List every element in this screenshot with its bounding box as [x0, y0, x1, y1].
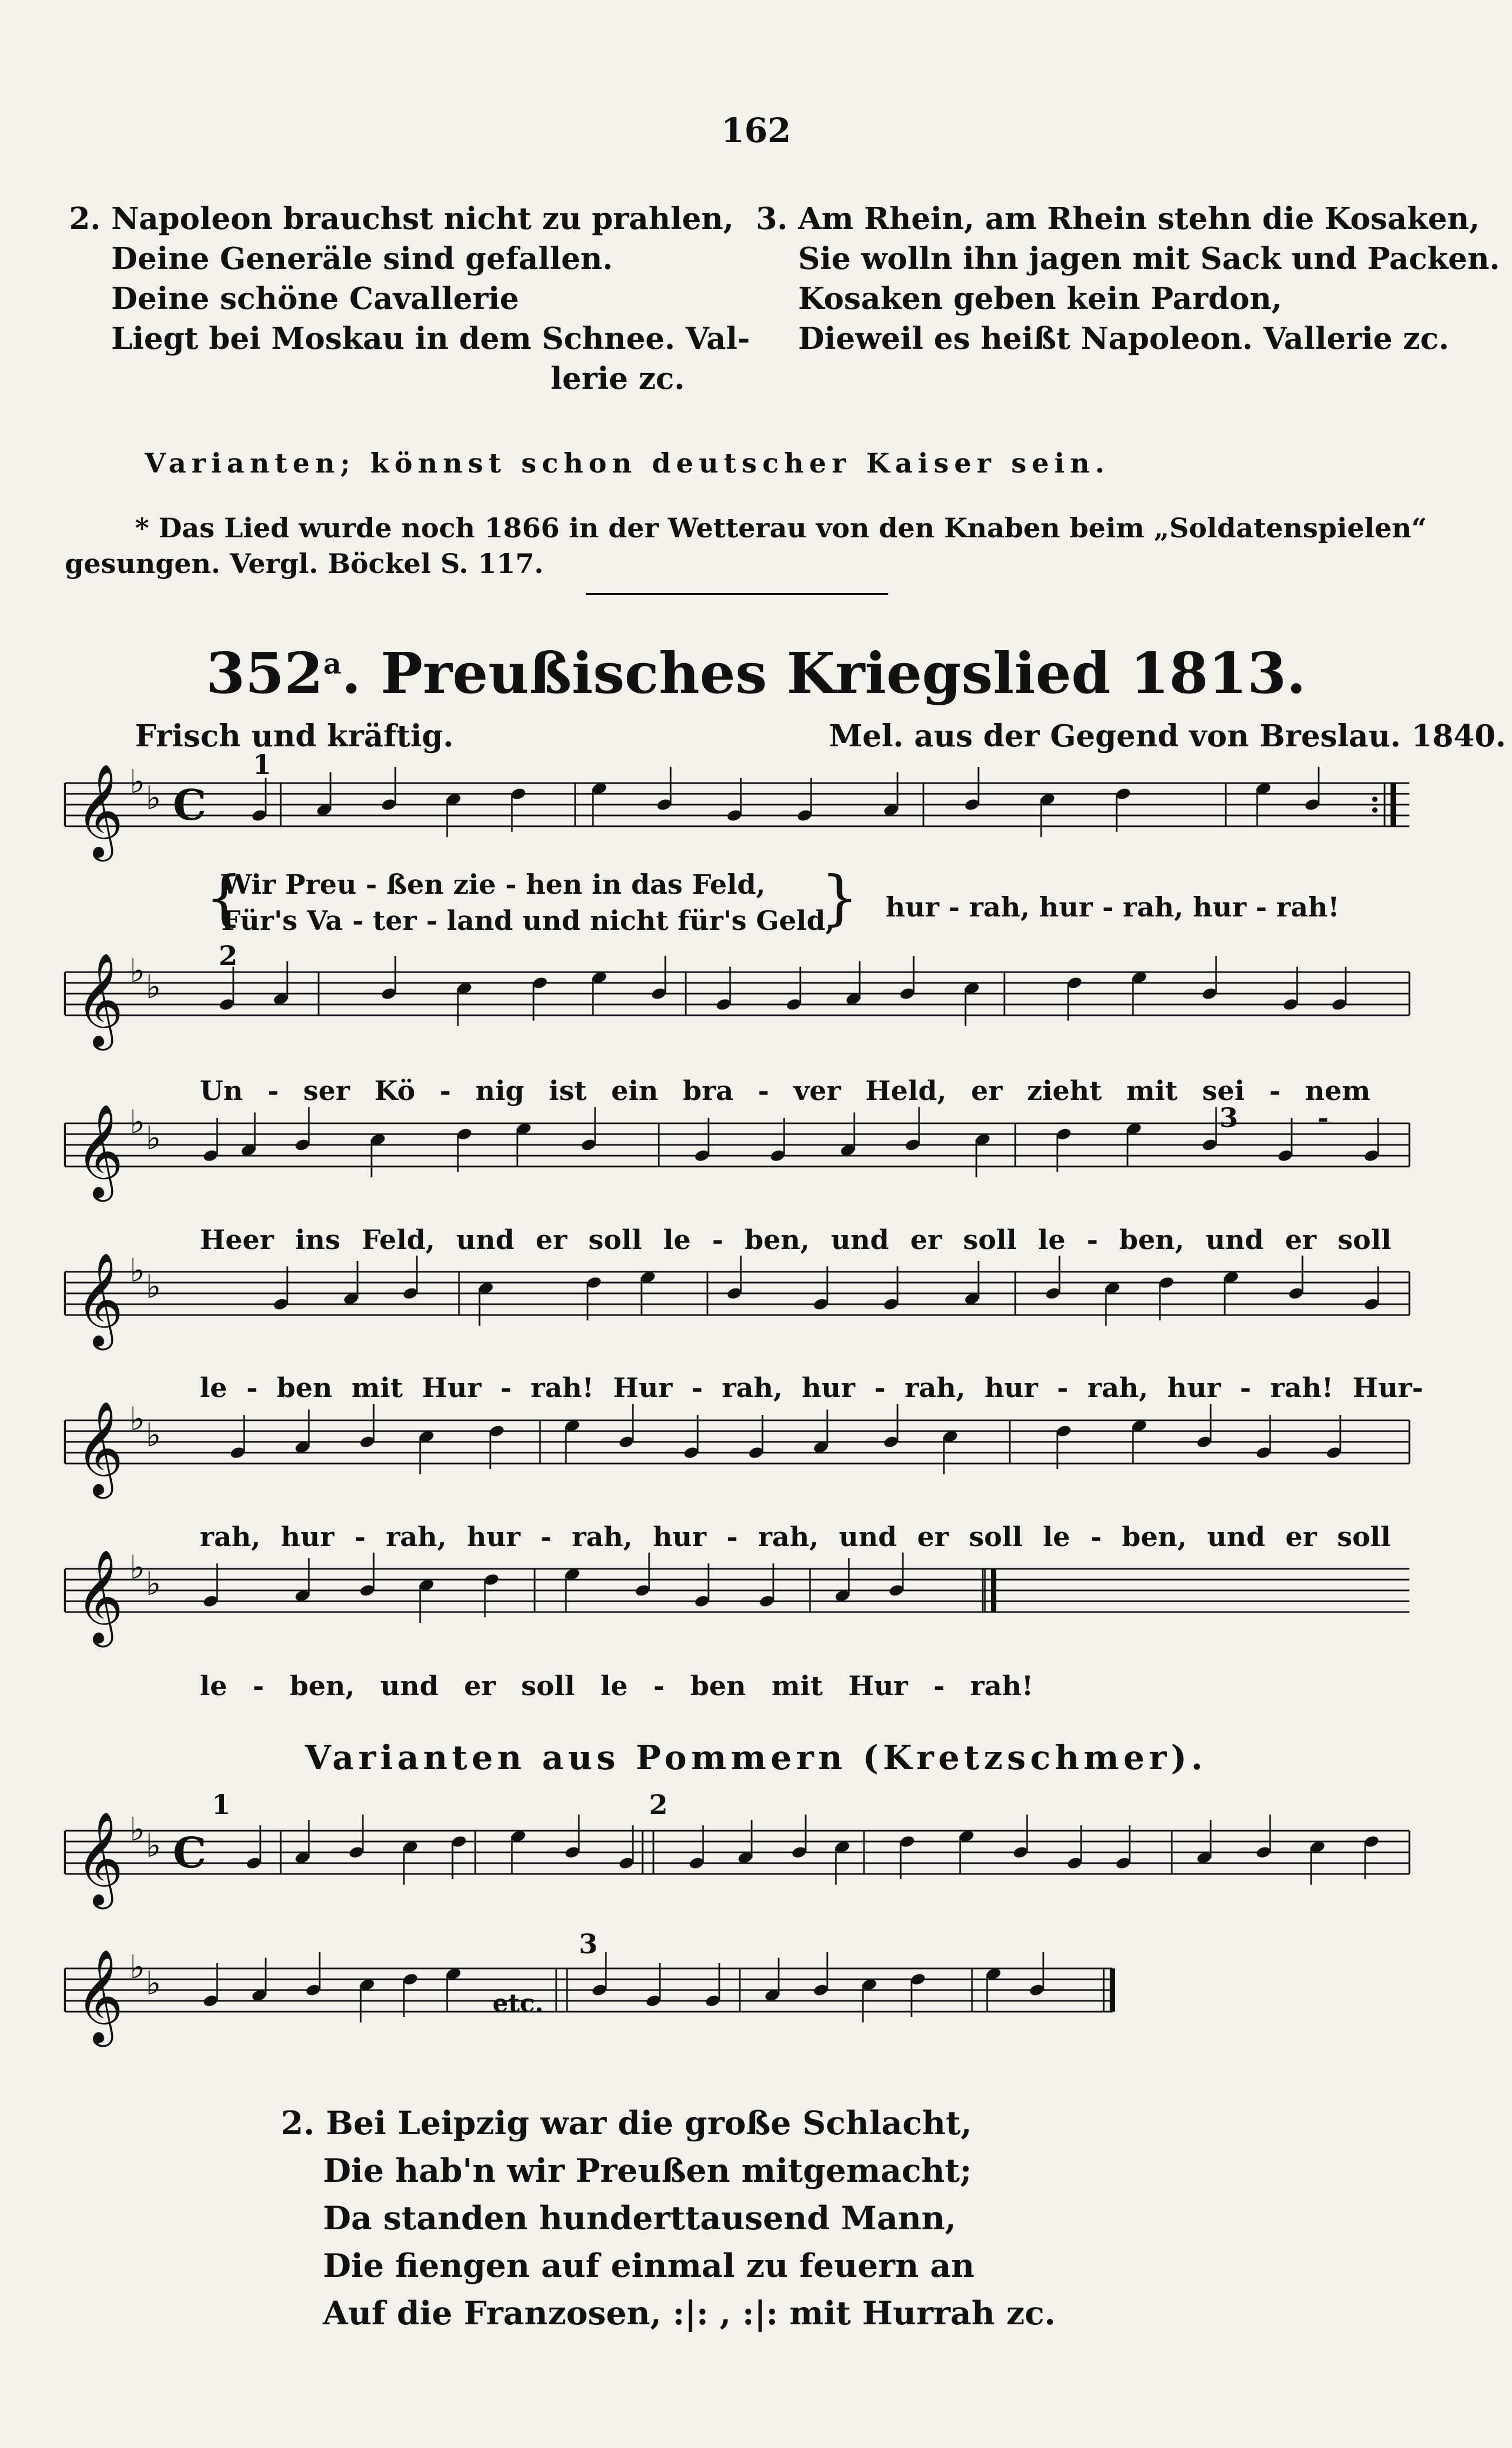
flat-icon: ♭ [146, 1827, 161, 1865]
lyric-line-3: Heer ins Feld, und er soll le - ben, und er soll le - ben, und er soll [200, 1224, 1392, 1256]
staff-2 [65, 952, 1409, 1051]
flat-icon: ♭ [130, 1948, 145, 1986]
repeat-dot [1372, 797, 1378, 802]
lyric-line-1c: hur - rah, hur - rah, hur - rah! [886, 891, 1340, 923]
verse-line: Sie wolln ihn jagen mit Sack und Packen. [798, 241, 1500, 277]
verse-number: 2. [69, 201, 101, 237]
variant-note: Varianten; könnst schon deutscher Kaiser sein. [145, 447, 1110, 479]
flat-icon: ♭ [146, 779, 161, 817]
lyric-line-1a: Wir Preu - ßen zie - hen in das Feld, [221, 868, 766, 900]
staff-7 [65, 1811, 1409, 1910]
flat-icon: ♭ [146, 1965, 161, 2002]
measure-number: 3 [579, 1928, 598, 1960]
stanza-line: Die hab'n wir Preußen mitgemacht; [323, 2152, 972, 2190]
treble-clef-icon: 𝄞 [76, 1401, 124, 1495]
footnote-line: * Das Lied wurde noch 1866 in der Wetterau von den Knaben beim „Soldatenspielen“ [135, 512, 1427, 544]
stanza-2 [281, 2100, 1056, 2337]
lyric-line-4: le - ben mit Hur - rah! Hur - rah, hur - rah, hur - rah, hur - rah! Hur- [200, 1372, 1423, 1404]
stanza-line: Die fiengen auf einmal zu feuern an [323, 2247, 975, 2285]
treble-clef-icon: 𝄞 [76, 1252, 124, 1346]
flat-icon: ♭ [146, 1268, 161, 1306]
stanza-line: Da standen hunderttausend Mann, [323, 2200, 956, 2237]
verse-line: Deine Generäle sind gefallen. [111, 241, 613, 277]
treble-clef-icon: 𝄞 [76, 1549, 124, 1643]
song-number: 352 [206, 640, 323, 706]
melody-source: Mel. aus der Gegend von Breslau. 1840. [829, 718, 1507, 754]
stanza-line: Bei Leipzig war die große Schlacht, [326, 2105, 972, 2142]
flat-icon: ♭ [130, 1549, 145, 1587]
measure-number: 2 [649, 1789, 668, 1820]
flat-icon: ♭ [130, 1811, 145, 1849]
flat-icon: ♭ [146, 1565, 161, 1603]
verse-line: Dieweil es heißt Napoleon. Vallerie zc. [798, 321, 1449, 356]
stanza-number: 2. [281, 2105, 315, 2142]
common-time-icon: C [173, 1829, 207, 1878]
measure-number: 3 [1219, 1102, 1238, 1134]
tempo-marking: Frisch und kräftig. [135, 718, 454, 754]
flat-icon: ♭ [146, 1417, 161, 1454]
dash-mark: - [1318, 1102, 1329, 1134]
verse-line: Kosaken geben kein Pardon, [798, 281, 1282, 316]
flat-icon: ♭ [130, 763, 145, 801]
verse-number: 3. [756, 201, 788, 237]
flat-icon: ♭ [130, 1252, 145, 1290]
footnote-line: gesungen. Vergl. Böckel S. 117. [65, 548, 544, 579]
flat-icon: ♭ [130, 1103, 145, 1141]
verse-line: Napoleon brauchst nicht zu prahlen, [111, 201, 734, 237]
verse-line: Am Rhein, am Rhein stehn die Kosaken, [798, 201, 1480, 237]
verse-line: Deine schöne Cavallerie [111, 281, 519, 316]
flat-icon: ♭ [146, 968, 161, 1006]
staff-5 [65, 1400, 1409, 1499]
song-title-text: . Preußisches Kriegslied 1813. [341, 640, 1306, 706]
staff-4 [65, 1252, 1409, 1351]
staff-8 [65, 1948, 1112, 2047]
treble-clef-icon: 𝄞 [76, 1104, 124, 1198]
lyric-line-5: rah, hur - rah, hur - rah, hur - rah, und er soll le - ben, und er soll [200, 1521, 1391, 1553]
stanza-line: Auf die Franzosen, :|: , :|: mit Hurrah zc. [323, 2295, 1056, 2332]
lyric-line-6: le - ben, und er soll le - ben mit Hur - rah! [200, 1670, 1034, 1702]
brace-right: } [821, 863, 859, 932]
staff-3 [65, 1103, 1409, 1202]
flat-icon: ♭ [130, 1400, 145, 1438]
verse-line: Liegt bei Moskau in dem Schnee. Val- [111, 321, 750, 356]
treble-clef-icon: 𝄞 [76, 1811, 124, 1905]
repeat-dot [1372, 807, 1378, 813]
page-number: 162 [721, 111, 791, 150]
common-time-icon: C [173, 781, 207, 830]
brace-left: { [205, 863, 243, 932]
treble-clef-icon: 𝄞 [76, 953, 124, 1047]
flat-icon: ♭ [146, 1120, 161, 1157]
verse-line-continuation: lerie zc. [550, 361, 685, 396]
variants-heading: Varianten aus Pommern (Kretzschmer). [305, 1738, 1207, 1777]
measure-number: 1 [253, 748, 272, 780]
lyric-line [221, 868, 835, 936]
treble-clef-icon: 𝄞 [76, 764, 124, 858]
treble-clef-icon: 𝄞 [76, 1949, 124, 2043]
lyric-line-2: Un - ser Kö - nig ist ein bra - ver Held, er zieht mit sei - nem [200, 1075, 1371, 1107]
flat-icon: ♭ [130, 952, 145, 990]
measure-number: 2 [219, 940, 238, 972]
lyric-line-1b: Für's Va - ter - land und nicht für's Geld, [221, 905, 835, 936]
song-number-suffix: a [323, 648, 342, 681]
staff-6 [65, 1549, 1409, 1648]
etc-mark: etc. [492, 1988, 544, 2018]
measure-number: 1 [212, 1789, 231, 1820]
